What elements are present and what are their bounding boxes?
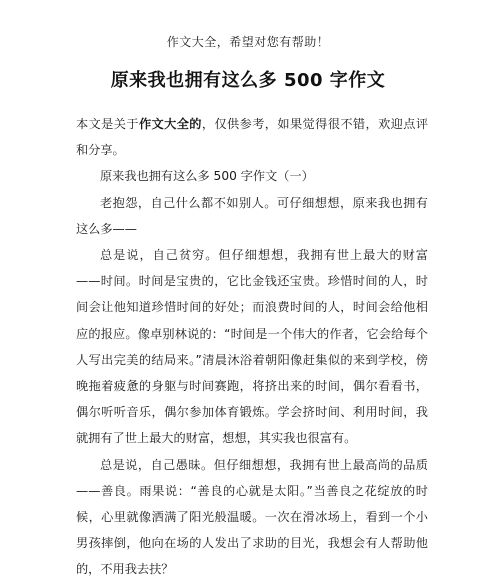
section-heading: 原来我也拥有这么多 500 字作文（一） bbox=[100, 169, 314, 184]
body-paragraph-2: 总是说，自己贫穷。但仔细想想，我拥有世上最大的财富——时间。时间是宝贵的，它比金钱还宝贵。珍惜时间的人，时间会让他知道珍惜时间的好处；而浪费时间的人，时间会给他相应的报应。像卓别林说的：“时间是一个伟大的作者，它会给每个人写出完美的结局来。”清晨沐浴着朝阳像赶集似的来到学校，傍晚拖着疲惫的身躯与时间赛跑，将挤出来的时间，偶尔看看书，偶尔听听音乐，偶尔参加体育锻炼。学会挤时间、利用时间，我就拥有了世上最大的财富，想想，其实我也很富有。 bbox=[76, 248, 428, 446]
intro-paragraph bbox=[76, 111, 428, 163]
intro-suffix: ，仅供参考，如果觉得很不错，欢迎点评和分享。 bbox=[76, 117, 429, 158]
header-note: 作文大全，希望对您有帮助！ bbox=[166, 35, 330, 49]
intro-bold-keyword: 作文大全的 bbox=[138, 117, 202, 131]
document-body bbox=[76, 111, 428, 583]
document-title: 原来我也拥有这么多 500 字作文 bbox=[110, 70, 386, 91]
body-paragraph-1: 老抱怨，自己什么都不如别人。可仔细想想，原来我也拥有这么多—— bbox=[76, 195, 428, 236]
intro-prefix: 本文是关于 bbox=[76, 117, 139, 131]
body-paragraph-3: 总是说，自己愚昧。但仔细想想，我拥有世上最高尚的品质——善良。雨果说：“善良的心就是太阳。”当善良之花绽放的时候，心里就像洒满了阳光般温暖。一次在滑冰场上，看到一个小男孩摔倒，他向在场的人发出了求助的目光，我想会有人帮助他的，不用我去扶？ bbox=[76, 457, 428, 577]
